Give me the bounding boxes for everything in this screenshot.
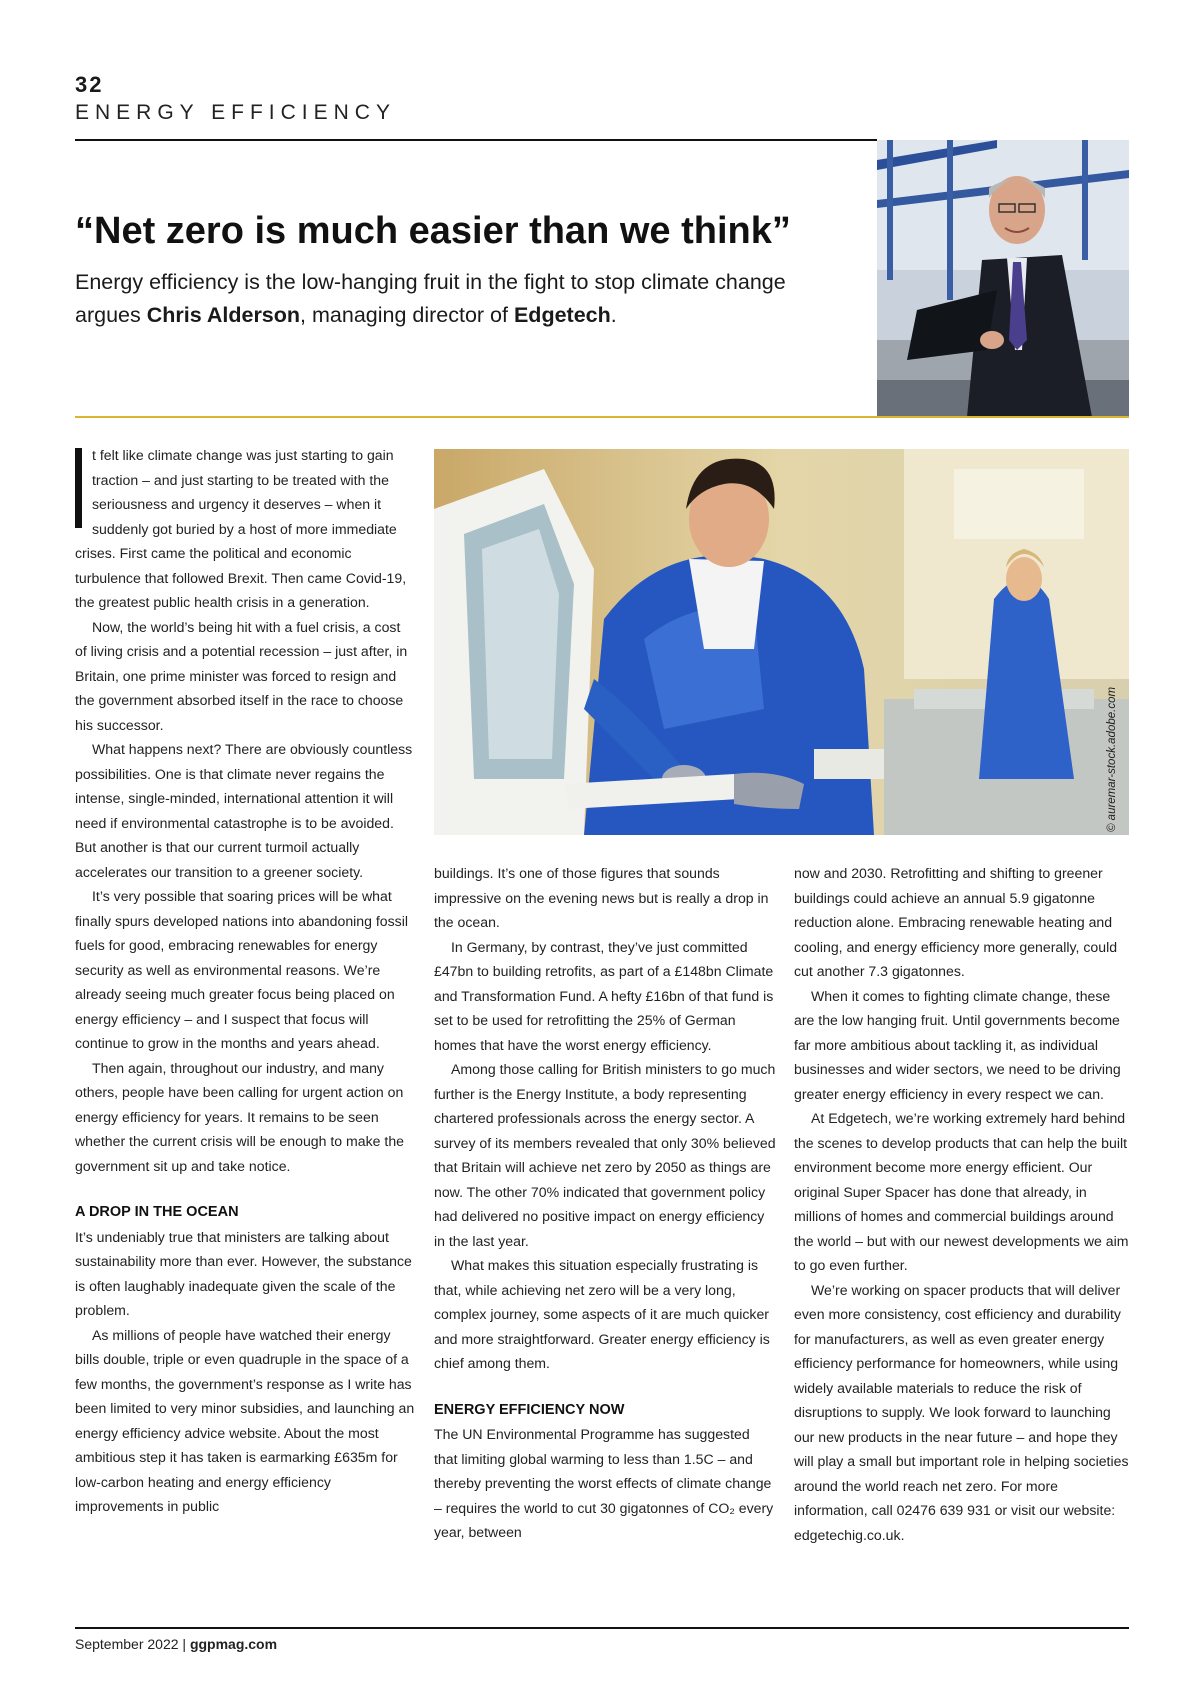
section-title: ENERGY EFFICIENCY bbox=[75, 101, 396, 124]
paragraph: Then again, throughout our industry, and many others, people have been calling for urgent action on energy efficiency for years. It remains to be seen whether the current crisis will be enough to make the government sit up and take notice. bbox=[75, 1059, 405, 1174]
standfirst-text-1: Energy efficiency is the low-hanging fruit in the fight to stop climate change argues bbox=[75, 270, 786, 327]
workshop-photo-illustration bbox=[434, 449, 1129, 835]
header-divider bbox=[75, 139, 877, 141]
footer bbox=[75, 1636, 277, 1652]
paragraph: now and 2030. Retrofitting and shifting to greener buildings could achieve an annual 5.9 gigatonne reduction alone. Embracing renewable heating and cooling, and energy efficiency more generally, could cut another 7.3 gigatonnes. bbox=[794, 865, 1118, 979]
standfirst-text-2: , managing director of bbox=[300, 303, 514, 327]
paragraph: We’re working on spacer products that will deliver even more consistency, cost efficiency and durability for manufacturers, as well as even greater energy efficiency performance for homeowners, while using widely available materials to reduce the risk of disruptions to supply. We look forward to launching our new products in the near future – and hope they will play a small but important role in helping societies around the world reach net zero. For more information, call 02476 639 931 or visit our website: edgetechig.co.uk. bbox=[794, 1281, 1129, 1543]
paragraph: Among those calling for British ministers to go much further is the Energy Institute, a body representing chartered professionals across the energy sector. A survey of its members revealed that only 30% believed that Britain will achieve net zero by 2050 as things are now. The other 70% indicated that government policy had delivered no positive impact on energy efficiency in the last year. bbox=[434, 1061, 776, 1249]
paragraph: t felt like climate change was just starting to gain traction – and just starting to be treated with the seriousness and urgency it deserves – when it suddenly got buried by a host of more immediate crises. First came the political and economic turbulence that followed Brexit. Then came Covid-19, the greatest public health crisis in a generation. bbox=[75, 447, 407, 610]
site-link[interactable]: ggpmag.com bbox=[189, 1636, 278, 1652]
photo-credit: © auremar-stock.adobe.com bbox=[1106, 686, 1118, 832]
subheading-drop-in-the-ocean: A DROP IN THE OCEAN bbox=[75, 1204, 239, 1220]
author-portrait-illustration bbox=[877, 140, 1129, 417]
paragraph: It’s undeniably true that ministers are talking about sustainability more than ever. However, the substance is often laughably inadequate given the scale of the problem. bbox=[75, 1228, 412, 1318]
gold-divider bbox=[75, 416, 1129, 418]
page-number: 32 bbox=[75, 72, 104, 97]
paragraph: It’s very possible that soaring prices will be what finally spurs developed nations into abandoning fossil fuels for good, embracing renewables for energy security as well as environmental reasons. We’re already seeing much greater focus being placed on energy efficiency – and I suspect that focus will continue to grow in the months and years ahead. bbox=[75, 888, 408, 1051]
paragraph: buildings. It’s one of those figures that sounds impressive on the evening news but is really a drop in the ocean. bbox=[434, 865, 769, 930]
author-name: Chris Alderson bbox=[146, 303, 301, 327]
article-photo bbox=[434, 449, 1129, 835]
paragraph: The UN Environmental Programme has suggested that limiting global warming to less than 1.5C – and thereby preventing the worst effects of climate change – requires the world to cut 30 gigatonnes of CO₂ every year, between bbox=[434, 1426, 774, 1540]
issue-date: September 2022 | bbox=[75, 1636, 190, 1652]
article-column-1 bbox=[75, 443, 415, 1519]
article-column-2 bbox=[434, 861, 776, 1545]
article-column-3 bbox=[794, 861, 1134, 1547]
company-name: Edgetech bbox=[513, 303, 611, 327]
author-portrait bbox=[877, 140, 1129, 417]
standfirst bbox=[75, 266, 835, 332]
paragraph: What makes this situation especially frustrating is that, while achieving net zero will be a very long, complex journey, some aspects of it are much quicker and more straightforward. Greater energy efficiency is chief among them. bbox=[434, 1257, 770, 1371]
drop-cap-i bbox=[75, 448, 82, 528]
standfirst-text-3: . bbox=[610, 303, 617, 327]
headline: “Net zero is much easier than we think” bbox=[75, 210, 791, 252]
paragraph: At Edgetech, we’re working extremely hard behind the scenes to develop products that can help the built environment become more energy efficient. Our original Super Spacer has done that already, in millions of homes and commercial buildings around the world – but with our newest developments we aim to go even further. bbox=[794, 1110, 1129, 1273]
paragraph: As millions of people have watched their energy bills double, triple or even quadruple in the space of a few months, the government’s response as I write has been limited to very minor subsidies, and launching an energy efficiency advice website. About the most ambitious step it has taken is earmarking £635m for low-carbon heating and energy efficiency improvements in public bbox=[75, 1326, 415, 1514]
paragraph: In Germany, by contrast, they’ve just committed £47bn to building retrofits, as part of a £148bn Climate and Transformation Fund. A hefty £16bn of that fund is set to be used for retrofitting the 25% of German homes that have the worst energy efficiency. bbox=[434, 938, 774, 1053]
paragraph: What happens next? There are obviously countless possibilities. One is that climate never regains the intense, single-minded, international attention it will need if environmental catastrophe is to be avoided. But another is that our current turmoil actually accelerates our transition to a greener society. bbox=[75, 741, 413, 880]
paragraph: Now, the world’s being hit with a fuel crisis, a cost of living crisis and a potential recession – just after, in Britain, one prime minister was forced to resign and the government absorbed itself in the race to choose his successor. bbox=[75, 618, 408, 733]
footer-divider bbox=[75, 1627, 1129, 1629]
paragraph: When it comes to fighting climate change, these are the low hanging fruit. Until governments become far more ambitious about tackling it, as individual businesses and wider sectors, we need to be driving greater energy efficiency in every respect we can. bbox=[794, 987, 1121, 1102]
subheading-energy-efficiency-now: ENERGY EFFICIENCY NOW bbox=[434, 1401, 625, 1418]
